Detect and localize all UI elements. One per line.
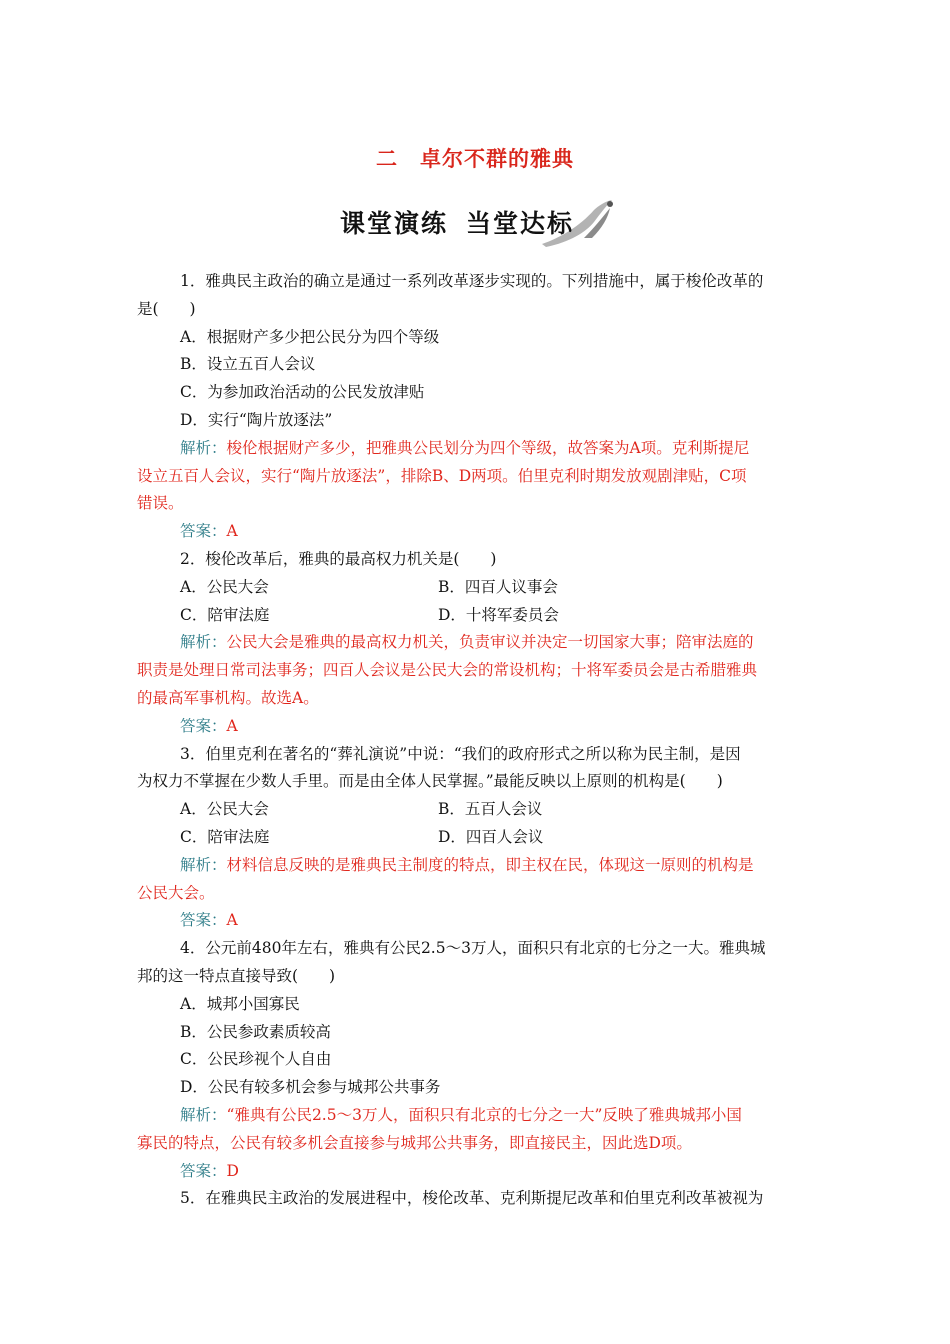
option: B．公民参政素质较高 xyxy=(180,1022,331,1041)
analysis-line xyxy=(137,629,815,657)
option: C．陪审法庭 xyxy=(180,605,270,624)
answer-value: A xyxy=(226,522,238,541)
answer-label: 答案： xyxy=(180,911,227,930)
analysis-line: 设立五百人会议，实行“陶片放逐法”，排除B、D两项。伯里克利时期发放观剧津贴，C项 xyxy=(137,466,747,485)
question-2 xyxy=(137,546,815,741)
option: A．公民大会 xyxy=(180,577,269,596)
page-title xyxy=(0,143,950,173)
answer-value: A xyxy=(226,716,238,735)
banner-right: 当堂达标 xyxy=(466,209,575,238)
section-banner xyxy=(338,198,618,248)
option: A．城邦小国寡民 xyxy=(180,994,300,1013)
option: D．公民有较多机会参与城邦公共事务 xyxy=(180,1078,441,1097)
option: D．十将军委员会 xyxy=(438,605,559,624)
analysis-line: 的最高军事机构。故选A。 xyxy=(137,688,319,707)
answer-value: D xyxy=(226,1161,239,1180)
answer-line xyxy=(137,713,815,741)
analysis-label: 解析： xyxy=(180,633,227,652)
question-3 xyxy=(137,741,815,936)
question-1 xyxy=(137,268,815,546)
option: D．实行“陶片放逐法” xyxy=(180,410,333,429)
analysis-line: 寡民的特点，公民有较多机会直接参与城邦公共事务，即直接民主，因此选D项。 xyxy=(137,1133,692,1152)
answer-label: 答案： xyxy=(180,522,227,541)
option: C．陪审法庭 xyxy=(180,827,270,846)
question-stem: 4．公元前480年左右，雅典有公民2.5～3万人，面积只有北京的七分之一大。雅典城 xyxy=(180,939,766,958)
option: A．根据财产多少把公民分为四个等级 xyxy=(180,327,440,346)
analysis-text: “雅典有公民2.5～3万人，面积只有北京的七分之一大”反映了雅典城邦小国 xyxy=(226,1105,742,1124)
question-stem: 3．伯里克利在著名的“葬礼演说”中说：“我们的政府形式之所以称为民主制，是因 xyxy=(180,744,741,763)
option: B．四百人议事会 xyxy=(438,577,558,596)
analysis-line: 职责是处理日常司法事务；四百人会议是公民大会的常设机构；十将军委员会是古希腊雅典 xyxy=(137,661,758,680)
option-row xyxy=(137,574,815,602)
option: B．设立五百人会议 xyxy=(180,355,316,374)
option: C．为参加政治活动的公民发放津贴 xyxy=(180,383,425,402)
analysis-line xyxy=(137,1102,815,1130)
analysis-line: 错误。 xyxy=(137,494,184,513)
banner-text xyxy=(340,204,574,240)
analysis-label: 解析： xyxy=(180,1105,227,1124)
analysis-line: 公民大会。 xyxy=(137,883,215,902)
option-row xyxy=(137,796,815,824)
answer-label: 答案： xyxy=(180,716,227,735)
question-list xyxy=(137,268,815,1213)
option: B．五百人会议 xyxy=(438,800,543,819)
answer-line xyxy=(137,907,815,935)
analysis-text: 梭伦根据财产多少，把雅典公民划分为四个等级，故答案为A项。克利斯提尼 xyxy=(226,438,750,457)
analysis-label: 解析： xyxy=(180,438,227,457)
banner-left: 课堂演练 xyxy=(340,209,449,238)
question-stem: 为权力不掌握在少数人手里。而是由全体人民掌握。”最能反映以上原则的机构是( ) xyxy=(137,772,723,791)
question-stem: 2．梭伦改革后，雅典的最高权力机关是( ) xyxy=(180,549,497,568)
question-stem: 1．雅典民主政治的确立是通过一系列改革逐步实现的。下列措施中，属于梭伦改革的 xyxy=(180,272,764,290)
title-number: 二 xyxy=(376,147,398,171)
option: A．公民大会 xyxy=(180,800,269,819)
option: C．公民珍视个人自由 xyxy=(180,1050,332,1069)
analysis-text: 公民大会是雅典的最高权力机关，负责审议并决定一切国家大事；陪审法庭的 xyxy=(226,633,754,652)
title-text: 卓尔不群的雅典 xyxy=(420,147,574,171)
analysis-line xyxy=(137,852,815,880)
option-row xyxy=(137,602,815,630)
option: D．四百人会议 xyxy=(438,827,544,846)
question-4 xyxy=(137,935,815,1185)
analysis-line xyxy=(137,435,815,463)
answer-line xyxy=(137,518,815,546)
analysis-label: 解析： xyxy=(180,855,227,874)
question-stem: 5．在雅典民主政治的发展进程中，梭伦改革、克利斯提尼改革和伯里克利改革被视为 xyxy=(180,1189,764,1208)
analysis-text: 材料信息反映的是雅典民主制度的特点，即主权在民，体现这一原则的机构是 xyxy=(226,855,754,874)
question-stem: 邦的这一特点直接导致( ) xyxy=(137,966,336,985)
question-stem: 是( ) xyxy=(137,299,196,318)
answer-value: A xyxy=(226,911,238,930)
answer-line xyxy=(137,1158,815,1186)
question-5 xyxy=(137,1185,815,1213)
option-row xyxy=(137,824,815,852)
answer-label: 答案： xyxy=(180,1161,227,1180)
